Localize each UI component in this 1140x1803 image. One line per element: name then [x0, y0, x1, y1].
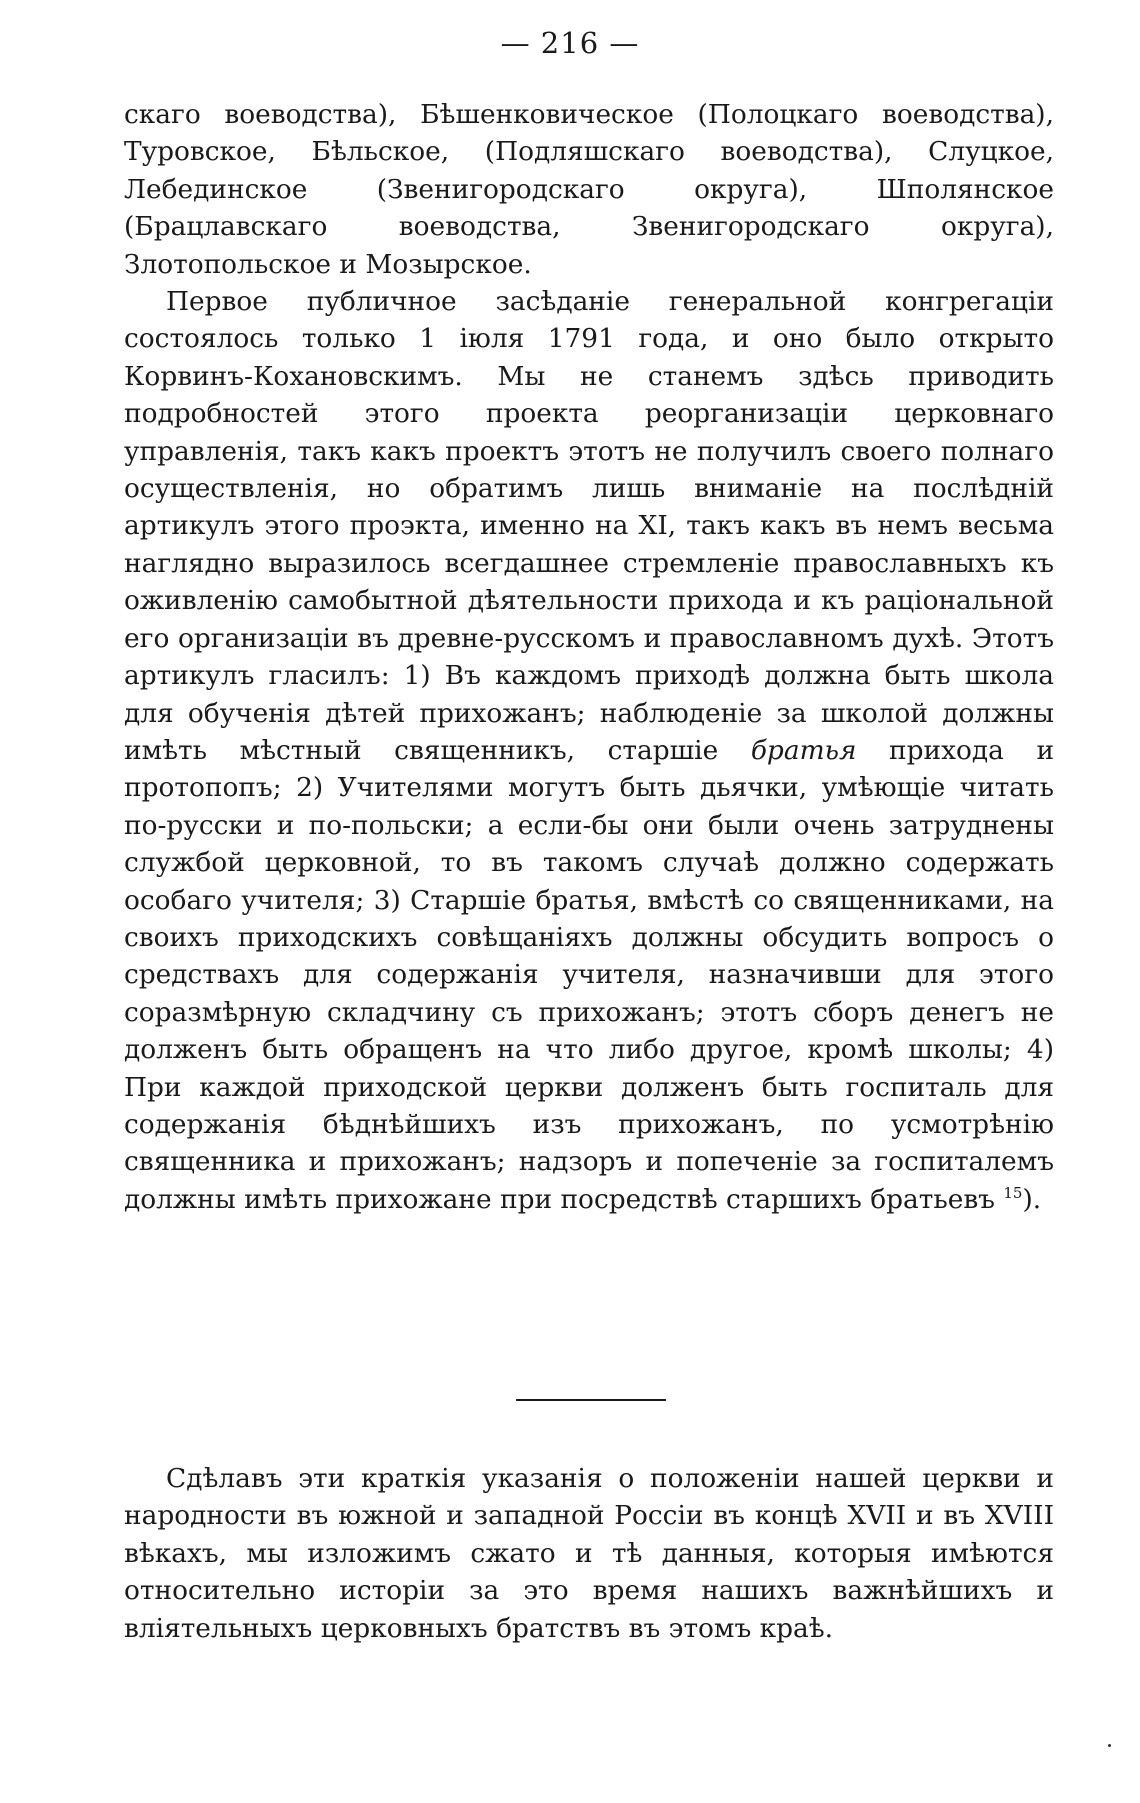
page-number: — 216 —: [500, 26, 640, 60]
italic-term-bratya: братья: [750, 734, 857, 766]
closing-text-block: [124, 1460, 1054, 1647]
summary-paragraph: Сдѣлавъ эти краткія указанія о положеніи нашей церкви и народности въ южной и западной Россіи въ концѣ XVII и въ XVIII вѣкахъ, мы изложимъ сжато и тѣ данныя, которыя имѣются относительно исторіи за это время нашихъ важнѣйшихъ и вліятельныхъ церковныхъ братствъ въ этомъ краѣ.: [124, 1463, 1054, 1644]
paragraph-text-part-1: Первое публичное засѣданіе генеральной конгрегаціи состоялось только 1 іюля 1791 года, и оно было открыто Корвинъ-Кохановскимъ. Мы не станемъ здѣсь приводить подробностей этого проекта реорганизаціи церковнаго управленія, такъ какъ проектъ этотъ не получилъ своего полнаго осуществленія, но обратимъ лишь вниманіе на послѣдній артикулъ этого проэкта, именно на XI, такъ какъ въ немъ весьма наглядно выразилось всегдашнее стремленіе православныхъ къ оживленію самобытной дѣятельности прихода и къ раціональной его организаціи въ древне-русскомъ и православномъ духѣ. Этотъ артикулъ гласилъ: 1) Въ каждомъ приходѣ должна быть школа для обученія дѣтей прихожанъ; наблюденіе за школой должны имѣть мѣстный священникъ, старшіе: [124, 286, 1054, 766]
footnote-reference: 15: [1003, 1183, 1023, 1202]
congregation-paragraph: [124, 283, 1054, 1218]
paragraph-text-part-2: прихода и протопопъ; 2) Учителями могутъ быть дьячки, умѣющіе читать по-русски и по-польски; а если-бы они были очень затруднены службой церковной, то въ такомъ случаѣ должно содержать особаго учителя; 3) Старшіе братья, вмѣстѣ со священниками, на своихъ приходскихъ совѣщаніяхъ должны обсудить вопросъ о средствахъ для содержанія учителя, назначивши для этого соразмѣрную складчину съ прихожанъ; этотъ сборъ денегъ не долженъ быть обращенъ на что либо другое, кромѣ школы; 4) При каждой приходской церкви долженъ быть госпиталь для содержанія бѣднѣйшихъ изъ прихожанъ, по усмотрѣнію священника и прихожанъ; надзоръ и попеченіе за госпиталемъ должны имѣть прихожане при посредствѣ старшихъ братьевъ: [124, 734, 1055, 1215]
main-text-block: [124, 96, 1054, 1218]
print-speck: [1108, 1744, 1111, 1747]
paragraph-closing: ).: [1022, 1183, 1042, 1215]
continuation-paragraph: скаго воеводства), Бѣшенковическое (Полоцкаго воеводства), Туровское, Бѣльское, (Подляшскаго воеводства), Слуцкое, Лебединское (Звенигородскаго округа), Шполянское (Брацлавскаго воеводства, Звенигородскаго округа), Злотопольское и Мозырское.: [124, 99, 1054, 280]
section-separator-rule: [516, 1399, 666, 1401]
